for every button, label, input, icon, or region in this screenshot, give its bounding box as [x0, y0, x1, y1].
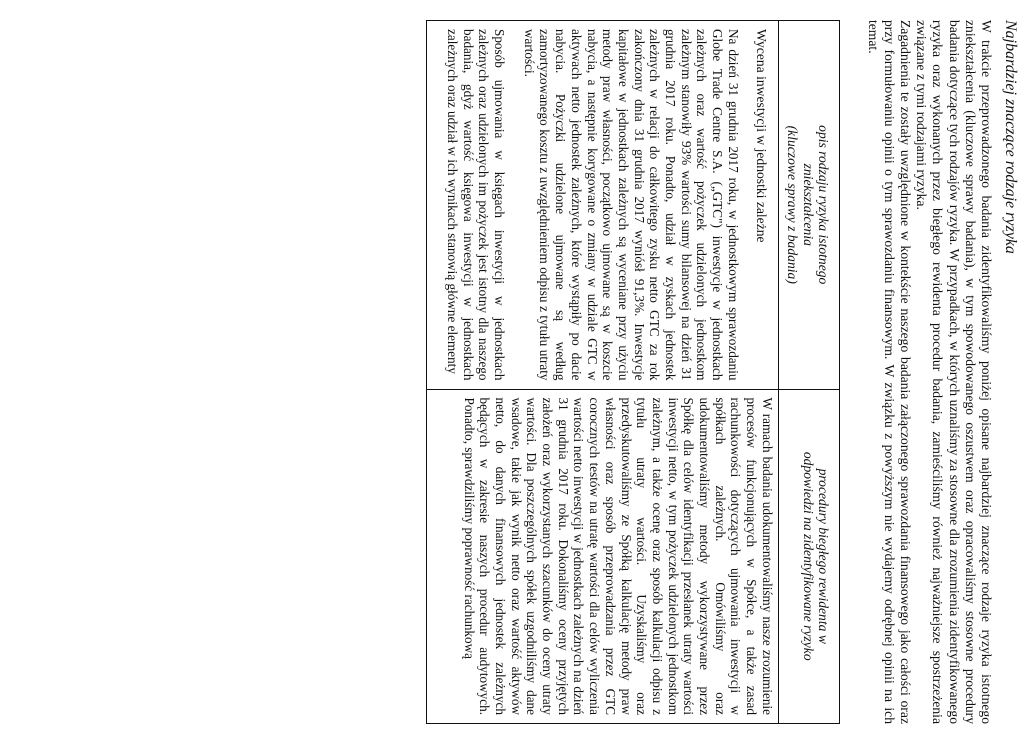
header-right-line: odpowiedzi na zidentyfikowane ryzyko: [800, 451, 816, 661]
header-left-line: zniekształcenia: [800, 163, 816, 246]
header-left-line: opis rodzaju ryzyka istotnego: [816, 125, 832, 285]
intro-paragraph: Zagadnienia te zostały uwzględnione w kontekście naszego badania załączonego sprawozdania finansowego jako całości oraz przy formułowaniu opinii o tym sprawozdaniu finansowym. W związku z powyższym nie wydajemy odrębnej opinii na ich temat.: [865, 20, 913, 724]
key-audit-matters-table: [426, 20, 840, 724]
table-header-row: [778, 21, 840, 724]
intro-paragraph: W trakcie przeprowadzonego badania zidentyfikowaliśmy poniżej opisane najbardziej znaczące rodzaje ryzyka istotnego zniekształcenia (kluczowe sprawy badania), w tym spowodowanego oszustwem oraz opracowaliśmy stosowne procedury badania dotyczące tych rodzajów ryzyka. W przypadkach, w których uznaliśmy za stosowne dla zrozumienia zidentyfikowanego ryzyka oraz wykonanych przez biegłego rewidenta procedur badania, zamieściliśmy również najważniejsze spostrzeżenia związane z tymi rodzajami ryzyka.: [914, 20, 994, 724]
header-auditor-procedures: [778, 389, 840, 724]
procedures-paragraph: W ramach badania udokumentowaliśmy nasze zrozumienie procesów funkcjonujących w Spółce, a także zasad rachunkowości dotyczących ujmowania inwestycji w spółkach zależnych. Omówiliśmy oraz udokumentowaliśmy metody wykorzystywane przez Spółkę dla celów identyfikacji przesłanek utraty wartości inwestycji netto, w tym pożyczek udzielonych jednostkom zależnym, a także ocenę oraz sposób kalkulacji odpisu z tytułu utraty wartości. Uzyskaliśmy oraz przedyskutowaliśmy ze Spółką kalkulację metody praw własności oraz sposób przeprowadzania przez GTC corocznych testów na utratę wartości dla celów wyliczenia wartości netto inwestycji w jednostkach zależnych na dzień 31 grudnia 2017 roku. Dokonaliśmy oceny przyjętych założeń oraz wykorzystanych szacunków do oceny utraty wartości. Dla poszczególnych spółek uzgodniliśmy dane wsadowe, takie jak wynik netto oraz wartość aktywów netto, do danych finansowych jednostek zależnych będących w zakresie naszych procedur audytowych. Ponadto, sprawdziliśmy poprawność rachunkową: [461, 397, 775, 715]
header-right-line: procedury biegłego rewidenta w: [816, 468, 832, 644]
risk-paragraph: Na dzień 31 grudnia 2017 roku, w jednostkowym sprawozdaniu Globe Trade Centre S.A. („GTC") inwestycje w jednostkach zależnych oraz wartość pożyczek udzielonych jednostkom zależnym stanowiły 93% wartości sumy bilansowej na dzień 31 grudnia 2017 roku. Ponadto, udział w zyskach jednostek zależnych w relacji do całkowitego zysku netto GTC za rok zakończony dnia 31 grudnia 2017 wyniósł 91,3%. Inwestycje kapitałowe w jednostkach zależnych są wyceniane przy użyciu metody praw własności, początkowo ujmowane są w koszcie nabycia, a następnie korygowane o zmiany w udziale GTC w aktywach netto jednostek zależnych, które wystąpiły po dacie nabycia. Pożyczki udzielone ujmowane są według zamortyzowanego kosztu z uwzględnieniem odpisu z tytułu utraty wartości.: [521, 29, 741, 381]
risk-paragraph: Sposób ujmowania w księgach inwestycji w jednostkach zależnych oraz udzielonych im pożyczek jest istotny dla naszego badania, gdyż wartość księgowa inwestycji w jednostkach zależnych oraz udział w ich wynikach stanowią główne elementy: [444, 29, 508, 381]
intro-text: [864, 20, 994, 724]
header-left-line: (kluczowe sprawy z badania): [785, 125, 801, 284]
section-heading: Najbardziej znaczące rodzaje ryzyka: [1002, 20, 1019, 254]
header-risk-description: [778, 21, 840, 390]
procedures-cell: [427, 389, 779, 724]
table-row: [427, 21, 779, 724]
risk-title: Wycena inwestycji w jednostki zależne: [753, 29, 769, 243]
risk-description-cell: [427, 21, 779, 390]
